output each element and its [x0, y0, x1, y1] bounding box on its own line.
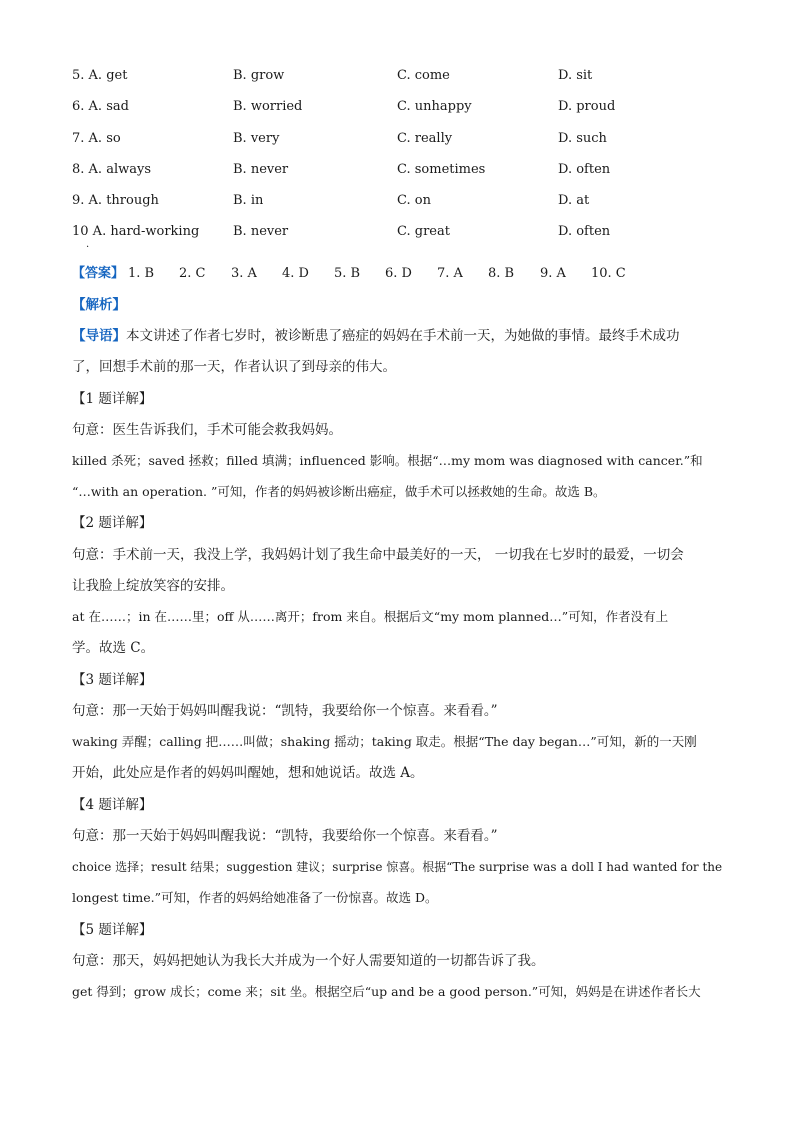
answer-item: 3. A: [231, 266, 257, 281]
q2-meaning-1: 句意：手术前一天，我没上学，我妈妈计划了我生命中最美好的一天， 一切我在七岁时的最爱，一切会: [72, 547, 684, 563]
answer-item: 7. A: [437, 266, 463, 281]
option-b: B. very: [233, 131, 280, 146]
option-a: 5. A. get: [72, 68, 128, 83]
answer-item: 10. C: [591, 266, 626, 281]
answer-item: 2. C: [179, 266, 206, 281]
answer-item: 9. A: [540, 266, 566, 281]
q4-meaning: 句意：那一天始于妈妈叫醒我说：“凯特，我要给你一个惊喜。来看看。”: [72, 828, 498, 844]
guide-text: 本文讲述了作者七岁时，被诊断患了癌症的妈妈在手术前一天，为她做的事情。最终手术成功: [126, 328, 680, 344]
option-d: D. at: [558, 193, 590, 208]
option-b: B. never: [233, 224, 289, 239]
guide-tag: 【导语】: [72, 328, 126, 344]
q3-explain-2: 开始，此处应是作者的妈妈叫醒她，想和她说话。故选 A。: [72, 765, 424, 781]
analysis-tag: 【解析】: [72, 297, 126, 313]
q4-explain-1: choice 选择；result 结果；suggestion 建议；surprise 惊喜。根据“The surprise was a doll I had wanted for the: [72, 860, 723, 874]
option-d: D. such: [558, 131, 607, 146]
answer-item: 5. B: [334, 266, 361, 281]
option-b: B. never: [233, 162, 289, 177]
q4-explain-2: longest time.”可知，作者的妈妈给她准备了一份惊喜。故选 D。: [72, 890, 438, 905]
q1-meaning: 句意：医生告诉我们，手术可能会救我妈妈。: [72, 422, 342, 438]
option-c: C. come: [397, 68, 450, 83]
answer-item: 1. B: [128, 266, 155, 281]
q4-title: 【4 题详解】: [72, 797, 153, 813]
q2-meaning-2: 让我脸上绽放笑容的安排。: [72, 578, 234, 594]
q3-title: 【3 题详解】: [72, 672, 153, 688]
option-c: C. really: [397, 131, 453, 146]
q5-explain-1: get 得到；grow 成长；come 来；sit 坐。根据空后“up and be a good person.”可知，妈妈是在讲述作者长大: [72, 984, 701, 999]
q3-meaning: 句意：那一天始于妈妈叫醒我说：“凯特，我要给你一个惊喜。来看看。”: [72, 703, 498, 719]
option-a: 10 A. hard-working: [72, 224, 200, 239]
option-c: C. unhappy: [397, 99, 472, 114]
q2-explain-2: 学。故选 C。: [72, 640, 155, 656]
q5-meaning: 句意：那天，妈妈把她认为我长大并成为一个好人需要知道的一切都告诉了我。: [72, 953, 545, 969]
q3-explain-1: waking 弄醒；calling 把……叫做；shaking 摇动；taking 取走。根据“The day began…”可知，新的一天刚: [72, 734, 697, 749]
stray-dot: .: [86, 239, 90, 250]
guide-line-2: 了，回想手术前的那一天，作者认识了到母亲的伟大。: [72, 359, 396, 375]
option-b: B. grow: [233, 68, 285, 83]
guide-line-1: [72, 326, 724, 346]
answer-item: 8. B: [488, 266, 515, 281]
q2-explain-1: at 在……；in 在……里；off 从……离开；from 来自。根据后文“my mom planned…”可知，作者没有上: [72, 609, 669, 624]
option-a: 7. A. so: [72, 131, 121, 146]
answer-item: 6. D: [385, 266, 412, 281]
option-c: C. on: [397, 193, 431, 208]
option-c: C. sometimes: [397, 162, 486, 177]
option-a: 8. A. always: [72, 162, 151, 177]
q2-title: 【2 题详解】: [72, 515, 153, 531]
q1-explain-1: killed 杀死；saved 拯救；filled 填满；influenced 影响。根据“…my mom was diagnosed with cancer.”和: [72, 453, 703, 468]
q1-explain-2: “…with an operation. ”可知，作者的妈妈被诊断出癌症，做手术可以拯救她的生命。故选 B。: [72, 484, 606, 499]
option-d: D. sit: [558, 68, 593, 83]
answer-tag: 【答案】: [72, 266, 125, 281]
option-d: D. proud: [558, 99, 616, 114]
option-c: C. great: [397, 224, 450, 239]
answer-item: 4. D: [282, 266, 309, 281]
q5-title: 【5 题详解】: [72, 922, 153, 938]
option-d: D. often: [558, 162, 611, 177]
option-a: 6. A. sad: [72, 99, 129, 114]
option-b: B. worried: [233, 99, 303, 114]
option-d: D. often: [558, 224, 611, 239]
option-b: B. in: [233, 193, 264, 208]
q1-title: 【1 题详解】: [72, 391, 153, 407]
option-a: 9. A. through: [72, 193, 159, 208]
